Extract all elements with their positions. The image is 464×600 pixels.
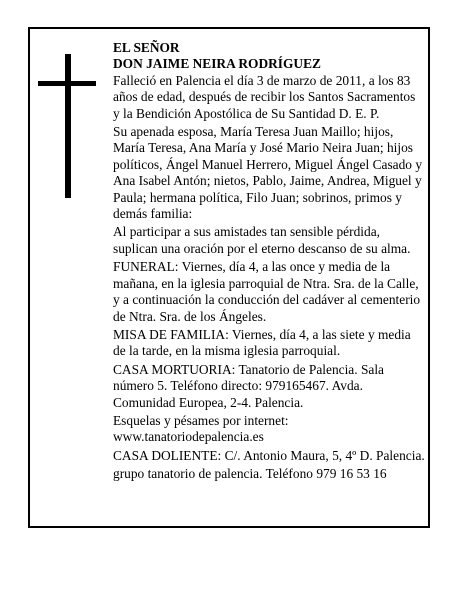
funeral-home-info: CASA MORTUORIA: Tanatorio de Palencia. Sala número 5. Teléfono directo: 979165467. Avda. Comunidad Europea, 2-4. Palencia. [113, 361, 384, 410]
online-condolences: Esquelas y pésames por internet: www.tanatoriodepalencia.es [113, 412, 289, 445]
deceased-name: DON JAIME NEIRA RODRÍGUEZ [113, 56, 321, 72]
death-announcement: Falleció en Palencia el día 3 de marzo de 2011, a los 83 años de edad, después de recibir los Santos Sacramentos y la Bendición Apostólica de Su Santidad D. E. P. [113, 72, 416, 121]
family-home-address: CASA DOLIENTE: C/. Antonio Maura, 5, 4º D. Palencia. [113, 447, 425, 463]
funeral-group-phone: grupo tanatorio de palencia. Teléfono 979 16 53 16 [113, 466, 387, 482]
obituary-text [113, 40, 425, 485]
cross-vertical-bar [65, 54, 71, 198]
family-mass-info: MISA DE FAMILIA: Viernes, día 4, a las siete y media de la tarde, en la misma iglesia parroquial. [113, 326, 411, 359]
notice-title: EL SEÑOR [113, 40, 180, 55]
prayer-request: Al participar a sus amistades tan sensible pérdida, suplican una oración por el eterno descanso de su alma. [113, 224, 411, 256]
family-list: Su apenada esposa, María Teresa Juan Maillo; hijos, María Teresa, Ana María y José Mario Neira Juan; hijos políticos, Ángel Manuel Herrero, Miguel Ángel Casado y Ana Isabel Antón; nietos, Pablo, Jaime, Andrea, Miguel y Paula; hermana política, Filo Juan; sobrinos, primos y demás familia: [113, 124, 423, 222]
funeral-info: FUNERAL: Viernes, día 4, a las once y media de la mañana, en la iglesia parroquial de Ntra. Sra. de la Calle, y a continuación la conducción del cadáver al cementerio de Ntra. Sra. de los Ángeles. [113, 259, 421, 324]
cross-horizontal-bar [38, 81, 96, 86]
